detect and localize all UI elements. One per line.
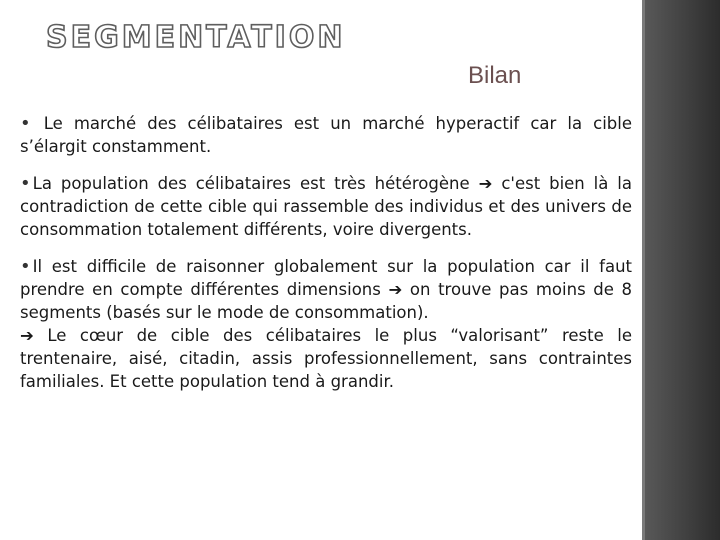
paragraph-2-text-b: c'est bien là la contradiction de cette cible qui rassemble des individus et des univers de consommation totalement différents, voire divergents.	[20, 174, 632, 239]
arrow-right-icon: ➔	[20, 326, 34, 345]
bullet-paragraph-1	[20, 112, 632, 158]
arrow-right-icon: ➔	[388, 280, 403, 299]
paragraph-3-text-b: on trouve pas moins de 8 segments (basés sur le mode de consommation).	[20, 280, 633, 322]
bullet-icon: •	[20, 173, 31, 194]
bullet-paragraph-3	[20, 255, 632, 393]
slide-body	[20, 112, 632, 393]
decorative-sidebar	[642, 0, 720, 540]
slide-title: SEGMENTATION	[46, 20, 346, 55]
arrow-right-icon: ➔	[478, 174, 493, 193]
paragraph-2-text-a: La population des célibataires est très hétérogène	[32, 174, 470, 193]
paragraph-3-line-c	[20, 324, 632, 393]
paragraph-3-text-a: Il est difficile de raisonner globalement sur la population car il faut prendre en compte différentes dimensions	[20, 257, 632, 299]
paragraph-1-text: Le marché des célibataires est un marché hyperactif car la cible s’élargit constamment.	[20, 114, 632, 156]
bullet-icon: •	[20, 113, 31, 134]
slide-subtitle: Bilan	[468, 62, 522, 89]
bullet-icon: •	[20, 256, 31, 277]
paragraph-3-text-c: Le cœur de cible des célibataires le plus “valorisant” reste le trentenaire, aisé, citadin, assis professionnellement, sans contraintes familiales. Et cette population tend à grandir.	[20, 326, 632, 391]
bullet-paragraph-2	[20, 172, 632, 241]
